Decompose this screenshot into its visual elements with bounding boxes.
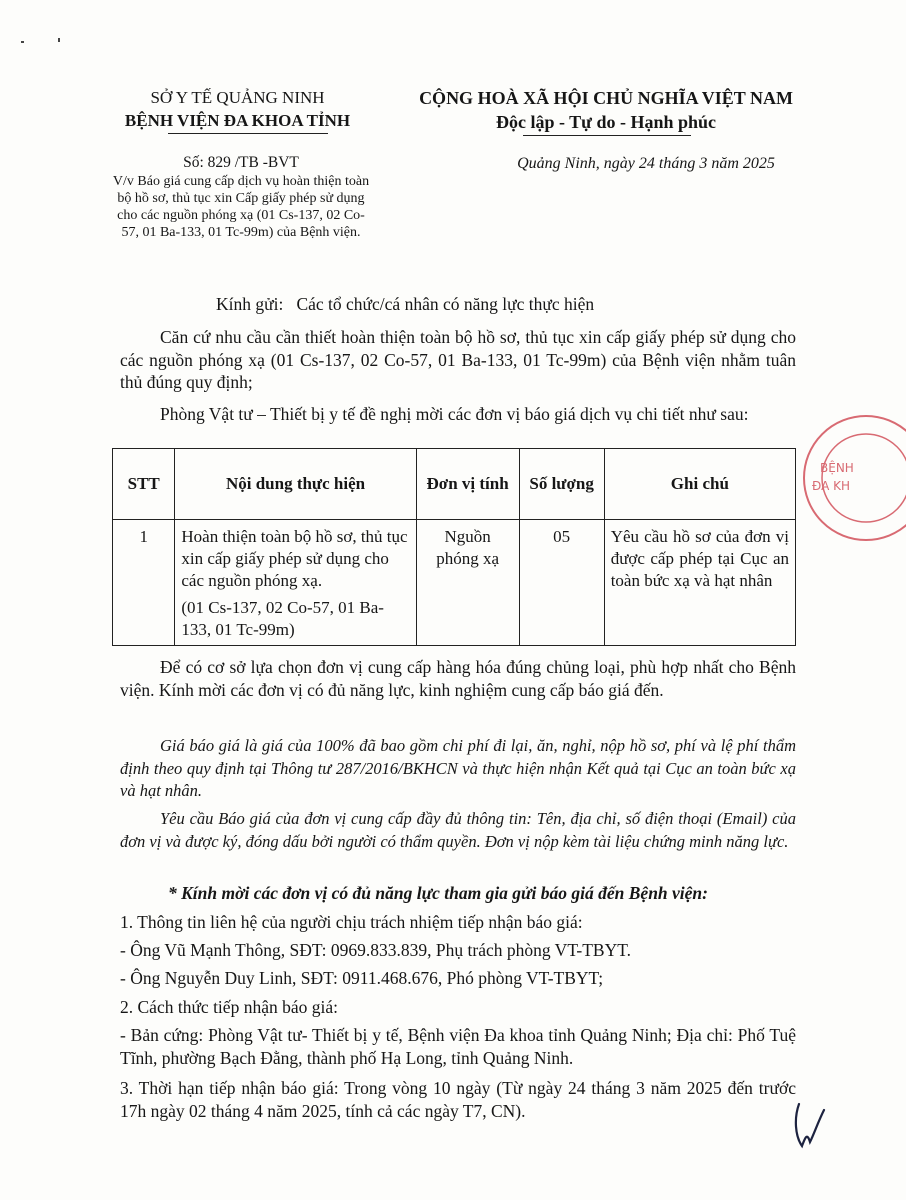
header-stt: STT: [113, 449, 175, 520]
agency-name: SỞ Y TẾ QUẢNG NINH: [150, 88, 325, 107]
cell-quantity: 05: [519, 520, 604, 646]
hospital-name: BỆNH VIỆN ĐA KHOA TỈNH: [124, 111, 351, 130]
cell-content: [175, 520, 416, 646]
contact-heading: 1. Thông tin liên hệ của người chịu trách nhiệm tiếp nhận báo giá:: [120, 912, 583, 932]
deadline-paragraph: 3. Thời hạn tiếp nhận báo giá: Trong vòng 10 ngày (Từ ngày 24 tháng 3 năm 2025 đến trước 17h ngày 02 tháng 4 năm 2025, tính cả các ngày T7, CN).: [120, 1078, 796, 1121]
nation-title: CỘNG HOÀ XÃ HỘI CHỦ NGHĨA VIỆT NAM: [419, 88, 793, 108]
cell-unit: Nguồn phóng xạ: [416, 520, 519, 646]
paragraph-price-terms: Giá báo giá là giá của 100% đã bao gồm chi phí đi lại, ăn, nghỉ, nộp hồ sơ, phí và lệ phí thẩm định theo quy định tại Thông tư 287/2016/BKHCN và thực hiện nhận Kết quả tại Cục an toàn bức xạ và hạt nhân.: [120, 736, 796, 800]
contact-person-2: - Ông Nguyễn Duy Linh, SĐT: 0911.468.676, Phó phòng VT-TBYT;: [120, 968, 604, 988]
paragraph-request: Phòng Vật tư – Thiết bị y tế đề nghị mời các đơn vị báo giá dịch vụ chi tiết như sau:: [160, 404, 749, 424]
header-quantity: Số lượng: [519, 449, 604, 520]
national-motto: Độc lập - Tự do - Hạnh phúc: [495, 112, 717, 132]
invitation-line: * Kính mời các đơn vị có đủ năng lực tham gia gửi báo giá đến Bệnh viện:: [168, 883, 708, 903]
method-hard-copy: - Bản cứng: Phòng Vật tư- Thiết bị y tế, Bệnh viện Đa khoa tỉnh Quảng Ninh; Địa chỉ: Phố Tuệ Tĩnh, phường Bạch Đằng, thành phố Hạ Long, tỉnh Quảng Ninh.: [120, 1025, 796, 1068]
cell-note: Yêu cầu hồ sơ của đơn vị được cấp phép tại Cục an toàn bức xạ và hạt nhân: [604, 520, 795, 646]
table-header-row: [113, 449, 796, 520]
date-line: Quảng Ninh, ngày 24 tháng 3 năm 2025: [517, 155, 775, 172]
quotation-table: [112, 448, 796, 646]
cell-stt: 1: [113, 520, 175, 646]
contact-person-1: - Ông Vũ Mạnh Thông, SĐT: 0969.833.839, Phụ trách phòng VT-TBYT.: [120, 940, 631, 960]
method-heading: 2. Cách thức tiếp nhận báo giá:: [120, 997, 338, 1017]
header-content: Nội dung thực hiện: [175, 449, 416, 520]
cell-content-detail: (01 Cs-137, 02 Co-57, 01 Ba-133, 01 Tc-99m): [181, 598, 384, 639]
scan-speck: [21, 41, 24, 43]
header-note: Ghi chú: [604, 449, 795, 520]
stamp-text-1: BỆNH: [820, 461, 854, 475]
table-row: [113, 520, 796, 646]
initials-signature: [790, 1098, 830, 1154]
header-right-rule: [523, 135, 691, 136]
header-left-rule: [168, 133, 328, 134]
paragraph-basis: Căn cứ nhu cầu cần thiết hoàn thiện toàn bộ hồ sơ, thủ tục xin cấp giấy phép sử dụng cho các nguồn phóng xạ (01 Cs-137, 02 Co-57, 01 Ba-133, 01 Tc-99m) của Bệnh viện nhằm tuân thủ đúng quy định;: [120, 327, 796, 392]
issuing-agency-block: [100, 86, 375, 132]
paragraph-purpose: Để có cơ sở lựa chọn đơn vị cung cấp hàng hóa đúng chủng loại, phù hợp nhất cho Bệnh viện. Kính mời các đơn vị có đủ năng lực, kinh nghiệm cung cấp báo giá đến.: [120, 657, 796, 700]
cell-content-main: Hoàn thiện toàn bộ hồ sơ, thủ tục xin cấp giấy phép sử dụng cho các nguồn phóng xạ.: [181, 527, 408, 590]
stamp-text-2: ĐA KH: [812, 479, 851, 493]
header-unit: Đơn vị tính: [416, 449, 519, 520]
national-header-block: [400, 86, 812, 134]
paragraph-quote-requirements: Yêu cầu Báo giá của đơn vị cung cấp đầy đủ thông tin: Tên, địa chỉ, số điện thoại (Email) của đơn vị và được ký, đóng dấu bởi người có thẩm quyền. Đơn vị nộp kèm tài liệu chứng minh năng lực.: [120, 809, 796, 851]
hospital-stamp: [796, 408, 906, 548]
document-reference: [112, 154, 370, 241]
scan-speck: [58, 38, 60, 42]
recipient-line: Kính gửi: Các tổ chức/cá nhân có năng lực thực hiện: [216, 294, 595, 314]
document-number: Số: 829 /TB -BVT: [183, 154, 299, 171]
document-subject: V/v Báo giá cung cấp dịch vụ hoàn thiện toàn bộ hồ sơ, thủ tục xin Cấp giấy phép sử dụng cho các nguồn phóng xạ (01 Cs-137, 02 Co-57, 01 Ba-133, 01 Tc-99m) của Bệnh viện.: [112, 174, 370, 240]
